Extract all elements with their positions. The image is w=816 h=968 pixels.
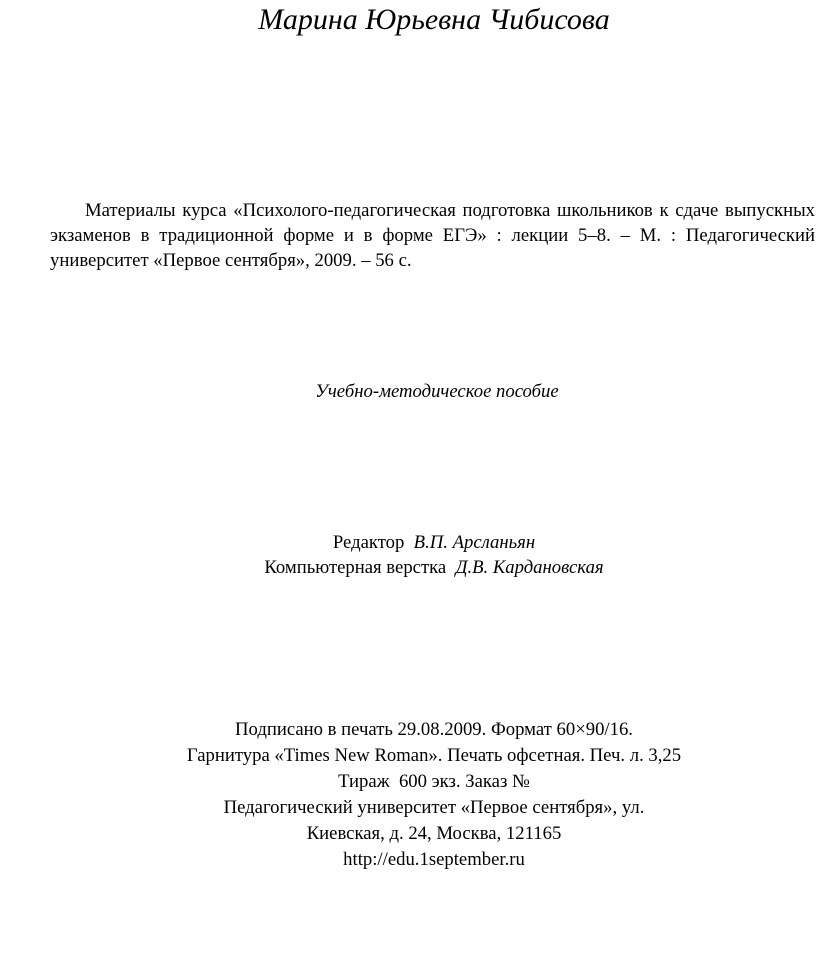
imprint-address: Киевская, д. 24, Москва, 121165 xyxy=(306,823,562,844)
layout-name: Д.В. Кардановская xyxy=(455,557,604,578)
publication-type: Учебно-методическое пособие xyxy=(315,381,559,402)
editor-name: В.П. Арсланьян xyxy=(413,532,536,553)
imprint-publisher: Педагогический университет «Первое сентября», ул. xyxy=(223,797,645,818)
imprint-run: Тираж 600 экз. Заказ № xyxy=(338,771,530,792)
editor-credit xyxy=(0,530,816,555)
imprint-signed: Подписано в печать 29.08.2009. Формат 60×90/16. xyxy=(235,719,633,740)
imprint-typeface: Гарнитура «Times New Roman». Печать офсетная. Печ. л. 3,25 xyxy=(186,745,682,766)
layout-credit xyxy=(0,555,816,580)
imprint-block xyxy=(0,717,816,873)
bibliographic-description: Материалы курса «Психолого-педагогическая подготовка школьников к сдаче выпускных экзаменов в традиционной форме и в форме ЕГЭ» : лекции 5–8. – М. : Педагогический университет «Первое сентября», 2009. – 56 с. xyxy=(50,200,815,271)
layout-label: Компьютерная верстка xyxy=(264,557,447,578)
credits-block xyxy=(0,530,816,580)
editor-label: Редактор xyxy=(332,532,405,553)
imprint-url: http://edu.1september.ru xyxy=(343,849,525,870)
author-name: Марина Юрьевна Чибисова xyxy=(258,3,610,36)
